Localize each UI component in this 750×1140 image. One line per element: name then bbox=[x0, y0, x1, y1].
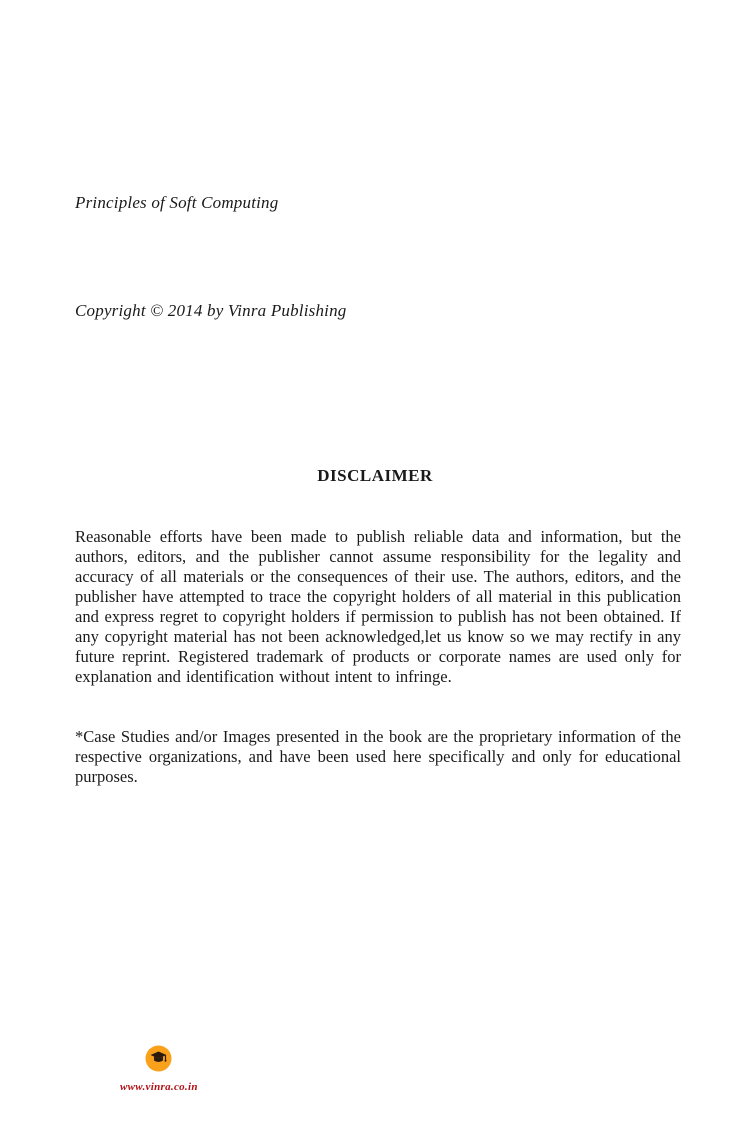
disclaimer-paragraph: Reasonable efforts have been made to publish reliable data and information, but the authors, editors, and the publisher cannot assume responsibility for the legality and accuracy of all materials or the consequences of their use. The authors, editors, and the publisher have attempted to trace the copyright holders of all material in this publication and express regret to copyright holders if permission to publish has not been obtained. If any copyright material has not been acknowledged,let us know so we may rectify in any future reprint. Registered trademark of products or corporate names are used only for explanation and identification without intent to infringe. bbox=[75, 527, 681, 686]
publisher-website: www.vinra.co.in bbox=[120, 1081, 198, 1093]
case-studies-note: *Case Studies and/or Images presented in the book are the proprietary information of the respective organizations, and have been used here specifically and only for educational purposes. bbox=[75, 727, 681, 786]
book-title: Principles of Soft Computing bbox=[75, 193, 279, 212]
graduation-cap-icon bbox=[145, 1045, 172, 1072]
copyright-line: Copyright © 2014 by Vinra Publishing bbox=[75, 301, 347, 320]
disclaimer-heading: DISCLAIMER bbox=[317, 466, 433, 485]
publisher-footer bbox=[120, 1045, 196, 1093]
